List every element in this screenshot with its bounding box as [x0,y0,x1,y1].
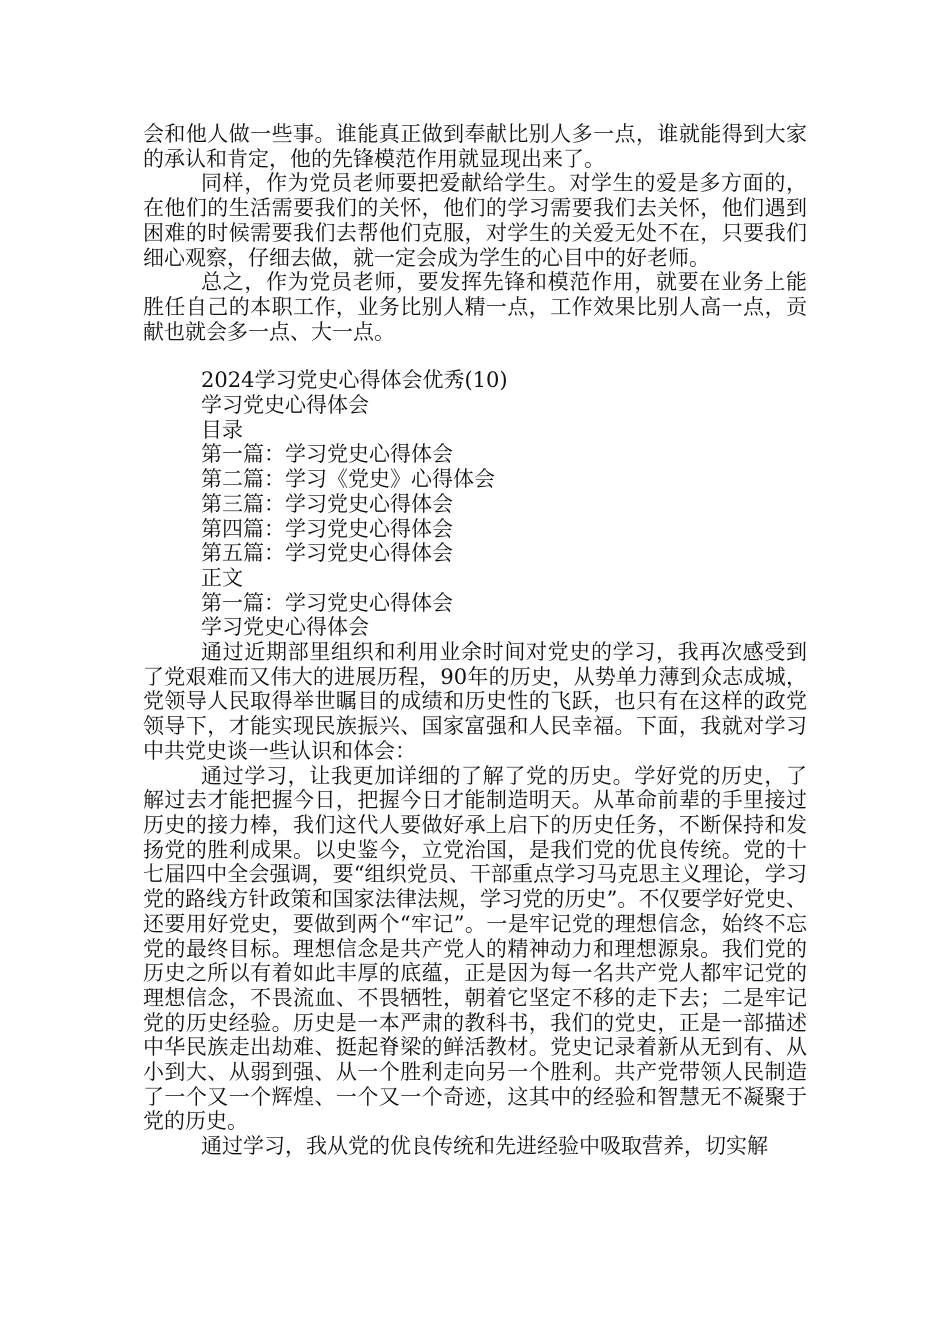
toc-item-1: 第一篇：学习党史心得体会 [201,442,453,467]
intro-paragraph-3: 总之，作为党员老师，要发挥先锋和模范作用，就要在业务上能胜任自己的本职工作，业务比别人精一点，工作效果比别人高一点，贡献也就会多一点、大一点。 [143,270,807,344]
body-paragraph-1: 通过近期部里组织和利用业余时间对党史的学习，我再次感受到了党艰难而又伟大的进展历程，90年的历史，从势单力薄到众志成城，党领导人民取得举世瞩目的成绩和历史性的飞跃，也只有在这样的政党领导下，才能实现民族振兴、国家富强和人民幸福。下面，我就对学习中共党史谈一些认识和体会： [143,640,807,763]
toc-item-5: 第五篇：学习党史心得体会 [201,541,453,566]
chapter-1-title: 第一篇：学习党史心得体会 [201,590,453,615]
chapter-1-subtitle: 学习党史心得体会 [201,615,369,640]
body-paragraph-3: 通过学习，我从党的优良传统和先进经验中吸取营养，切实解 [201,1134,768,1159]
article-title: 2024学习党史心得体会优秀(10) [201,368,508,393]
toc-item-2: 第二篇：学习《党史》心得体会 [201,467,495,492]
intro-paragraph-2: 同样，作为党员老师要把爱献给学生。对学生的爱是多方面的，在他们的生活需要我们的关怀，他们的学习需要我们去关怀，他们遇到困难的时候需要我们去帮他们克服，对学生的关爱无处不在，只要我们细心观察，仔细去做，就一定会成为学生的心目中的好老师。 [143,171,807,270]
toc-label: 目录 [201,417,243,442]
body-label: 正文 [201,565,243,590]
intro-paragraph-1: 会和他人做一些事。谁能真正做到奉献比别人多一点，谁就能得到大家的承认和肯定，他的先锋模范作用就显现出来了。 [143,122,807,171]
body-paragraph-2: 通过学习，让我更加详细的了解了党的历史。学好党的历史，了解过去才能把握今日，把握今日才能制造明天。从革命前辈的手里接过历史的接力棒，我们这代人要做好承上启下的历史任务，不断保持和发扬党的胜利成果。以史鉴今，立党治国，是我们党的优良传统。党的十七届四中全会强调，要“组织党员、干部重点学习马克思主义理论，学习党的路线方针政策和国家法律法规，学习党的历史”。不仅要学好党史、还要用好党史，要做到两个“牢记”。一是牢记党的理想信念，始终不忘党的最终目标。理想信念是共产党人的精神动力和理想源泉。我们党的历史之所以有着如此丰厚的底蕴，正是因为每一名共产党人都牢记党的理想信念，不畏流血、不畏牺牲，朝着它坚定不移的走下去；二是牢记党的历史经验。历史是一本严肃的教科书，我们的党史，正是一部描述中华民族走出劫难、挺起脊梁的鲜活教材。党史记录着新从无到有、从小到大、从弱到强、从一个胜利走向另一个胜利。共产党带领人民制造了一个又一个辉煌、一个又一个奇迹，这其中的经验和智慧无不凝聚于党的历史。 [143,763,807,1134]
section-spacer [143,344,807,368]
toc-item-4: 第四篇：学习党史心得体会 [201,516,453,541]
article-subtitle: 学习党史心得体会 [201,393,369,418]
toc-item-3: 第三篇：学习党史心得体会 [201,491,453,516]
document-page [143,122,807,1159]
